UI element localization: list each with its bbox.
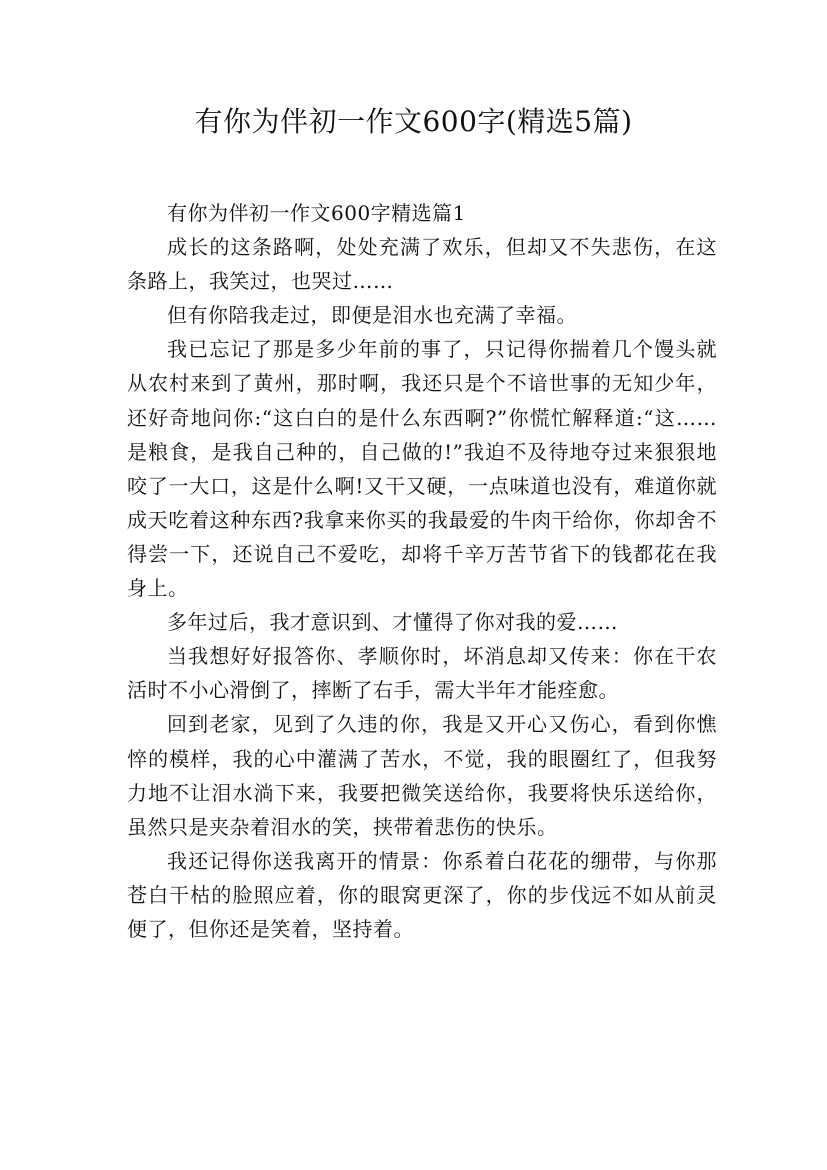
- paragraph: 成长的这条路啊，处处充满了欢乐，但却又不失悲伤，在这条路上，我笑过，也哭过……: [127, 235, 717, 294]
- section-heading: 有你为伴初一作文600字精选篇1: [167, 201, 466, 225]
- paragraph: 回到老家，见到了久违的你，我是又开心又伤心，看到你憔悴的模样，我的心中灌满了苦水，不觉，我的眼圈红了，但我努力地不让泪水淌下来，我要把微笑送给你，我要将快乐送给你，虽然只是夹杂着泪水的笑，挟带着悲伤的快乐。: [127, 712, 717, 839]
- paragraph: 我还记得你送我离开的情景：你系着白花花的绷带，与你那苍白干枯的脸照应着，你的眼窝更深了，你的步伐远不如从前灵便了，但你还是笑着，坚持着。: [127, 848, 717, 941]
- paragraph: 多年过后，我才意识到、才懂得了你对我的爱……: [167, 610, 618, 635]
- document-title: 有你为伴初一作文600字(精选5篇): [194, 105, 633, 138]
- paragraph: 当我想好好报答你、孝顺你时，坏消息却又传来：你在干农活时不小心滑倒了，摔断了右手，需大半年才能痊愈。: [127, 644, 717, 703]
- paragraph: 我已忘记了那是多少年前的事了，只记得你揣着几个馒头就从农村来到了黄州，那时啊，我还只是个不谙世事的无知少年，还好奇地问你:“这白白的是什么东西啊?”你慌忙解释道:“这……是粮食，是我自己种的，自己做的!”我迫不及待地夺过来狠狠地咬了一大口，这是什么啊!又干又硬，一点味道也没有，难道你就成天吃着这种东西?我拿来你买的我最爱的牛肉干给你，你却舍不得尝一下，还说自己不爱吃，却将千辛万苦节省下的钱都花在我身上。: [127, 337, 717, 601]
- document-body: [127, 196, 717, 946]
- paragraph: 但有你陪我走过，即便是泪水也充满了幸福。: [167, 303, 577, 328]
